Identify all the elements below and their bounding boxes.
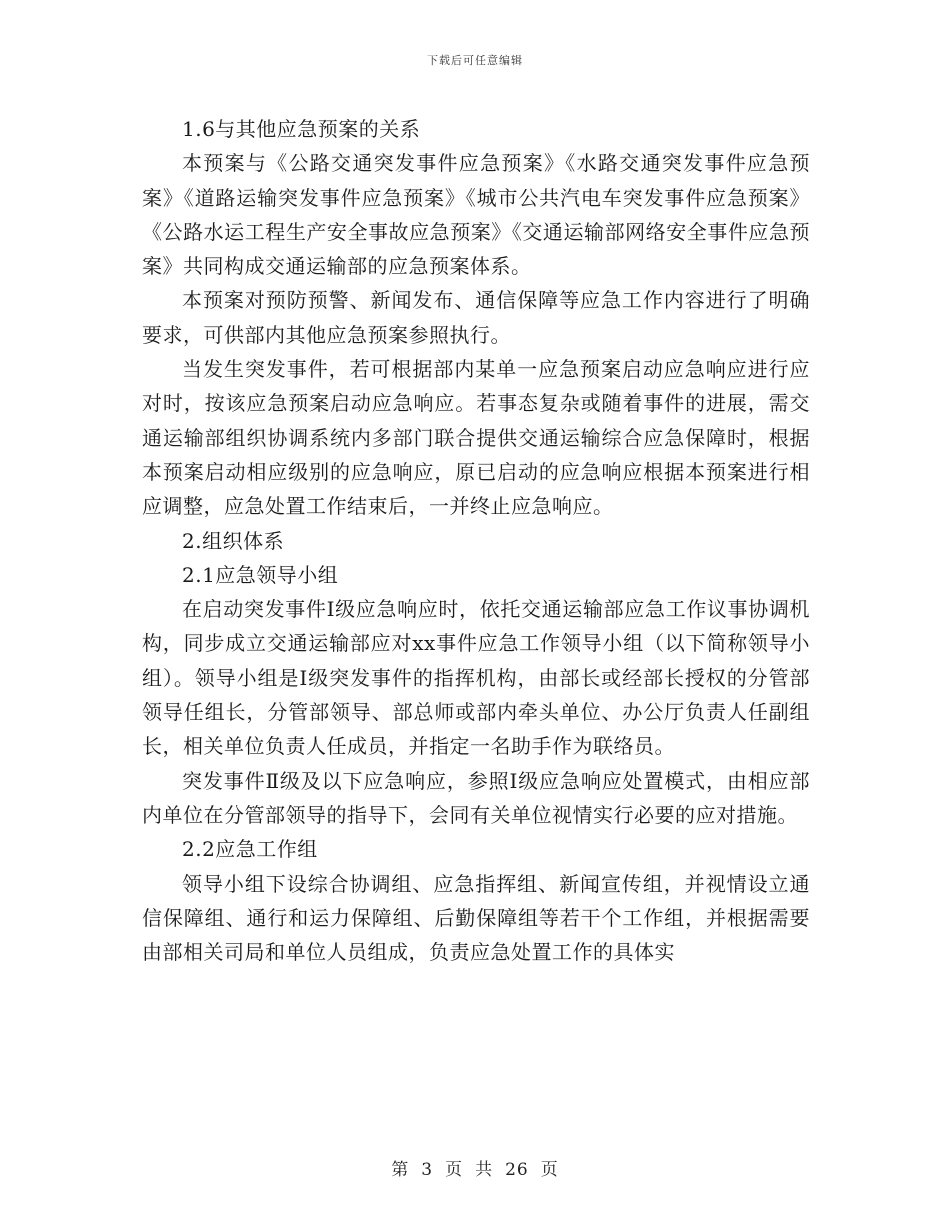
section-heading-2: 2.组织体系 — [182, 528, 285, 553]
page-footer — [0, 1155, 950, 1180]
paragraph-leadership-group: 在启动突发事件Ⅰ级应急响应时，依托交通运输部应急工作议事协调机构，同步成立交通运输部应对xx事件应急工作领导小组（以下简称领导小组）。领导小组是Ⅰ级突发事件的指挥机构，由部长或经部长授权的分管部领导任组长，分管部领导、部总师或部内牵头单位、办公厅负责人任副组长，相关单位负责人任成员，并指定一名助手作为联络员。 — [142, 597, 810, 759]
footer-total-unit: 页 — [540, 1160, 559, 1180]
section-heading-1-6: 1.6与其他应急预案的关系 — [182, 117, 421, 141]
footer-page-unit: 页 — [445, 1160, 464, 1180]
document-body — [142, 112, 810, 969]
section-heading-2-1: 2.1应急领导小组 — [182, 562, 339, 587]
footer-total-prefix: 共 — [475, 1160, 494, 1180]
footer-prefix: 第 — [391, 1160, 410, 1180]
total-pages: 26 — [505, 1160, 529, 1180]
paragraph-response-activation: 当发生突发事件，若可根据部内某单一应急预案启动应急响应进行应对时，按该应急预案启动应急响应。若事态复杂或随着事件的进展，需交通运输部组织协调系统内多部门联合提供交通运输综合应急保障时，根据本预案启动相应级别的应急响应，原已启动的应急响应根据本预案进行相应调整，应急处置工作结束后，一并终止应急响应。 — [142, 357, 810, 519]
paragraph-level-two-response: 突发事件Ⅱ级及以下应急响应，参照Ⅰ级应急响应处置模式，由相应部内单位在分管部领导的指导下，会同有关单位视情实行必要的应对措施。 — [142, 768, 810, 827]
paragraph-requirements: 本预案对预防预警、新闻发布、通信保障等应急工作内容进行了明确要求，可供部内其他应急预案参照执行。 — [142, 288, 810, 347]
page-header: 下载后可任意编辑 — [427, 54, 523, 67]
section-heading-2-2: 2.2应急工作组 — [182, 837, 318, 862]
page-number: 3 — [421, 1160, 434, 1180]
paragraph-plan-relations: 本预案与《公路交通突发事件应急预案》《水路交通突发事件应急预案》《道路运输突发事件应急预案》《城市公共汽电车突发事件应急预案》《公路水运工程生产安全事故应急预案》《交通运输部网络安全事件应急预案》共同构成交通运输部的应急预案体系。 — [142, 151, 810, 279]
paragraph-working-groups: 领导小组下设综合协调组、应急指挥组、新闻宣传组，并视情设立通信保障组、通行和运力保障组、后勤保障组等若干个工作组，并根据需要由部相关司局和单位人员组成，负责应急处置工作的具体实 — [142, 871, 810, 965]
